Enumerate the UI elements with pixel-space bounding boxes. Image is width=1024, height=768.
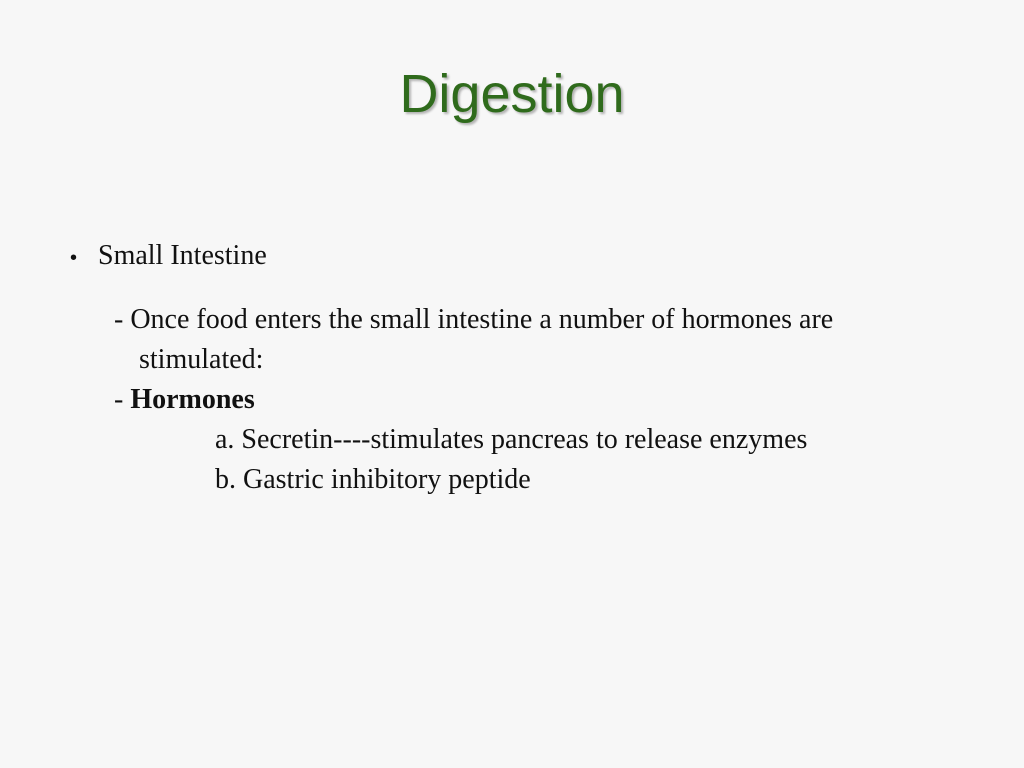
hormone-item-b: b. Gastric inhibitory peptide: [215, 464, 531, 495]
bullet-text: Small Intestine: [98, 240, 267, 271]
paragraph-line-2: stimulated:: [139, 344, 264, 375]
sub-content: [114, 300, 1000, 500]
hormones-dash: -: [114, 384, 131, 415]
bullet-item: [70, 236, 1000, 276]
bullet-icon: •: [70, 247, 78, 269]
paragraph-line-1: - Once food enters the small intestine a number of hormones are: [114, 304, 834, 335]
slide-title: Digestion: [399, 64, 625, 124]
hormones-line: [114, 380, 1000, 420]
slide-content: [70, 236, 1000, 500]
hormone-item-a: a. Secretin----stimulates pancreas to release enzymes: [215, 424, 808, 455]
hormones-label: Hormones: [130, 384, 255, 415]
